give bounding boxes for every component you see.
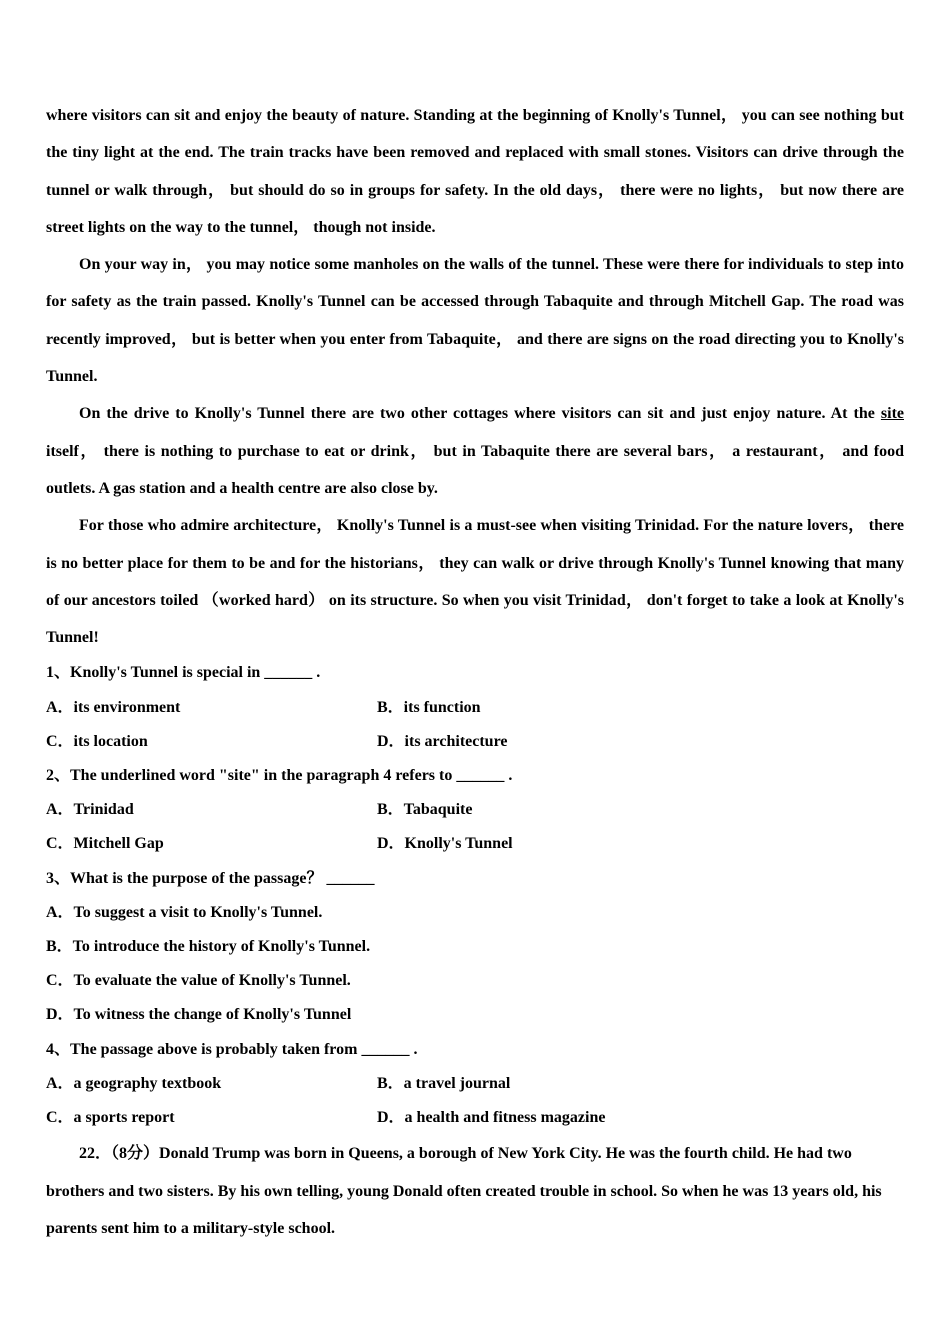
question-1-stem: 1、Knolly's Tunnel is special in ______ . [46, 664, 321, 682]
question-2-options-row-2 [46, 827, 904, 861]
question-2-option-b: B．Tabaquite [377, 801, 473, 819]
question-22-paragraph [46, 1135, 904, 1248]
question-3-option-d: D．To witness the change of Knolly's Tunnel [46, 1006, 352, 1024]
question-4-option-d: D．a health and fitness magazine [377, 1108, 606, 1126]
question-22-number: 22．（8分） [79, 1145, 160, 1163]
question-22-text: Donald Trump was born in Queens, a borough of New York City. He was the fourth child. He had two brothers and two sisters. By his own telling, young Donald often created trouble in school. So when he was 13 years old, his parents sent him to a military-style school. [46, 1145, 882, 1238]
question-4-stem: 4、The passage above is probably taken from ______ . [46, 1040, 418, 1058]
paragraph-3-text-start: On the drive to Knolly's Tunnel there are two other cottages where visitors can sit and just enjoy nature. At the [79, 405, 881, 423]
question-2-option-c: C．Mitchell Gap [46, 835, 164, 853]
question-2-stem: 2、The underlined word "site" in the paragraph 4 refers to ______ . [46, 767, 513, 785]
paragraph-3-text-end: itself， there is nothing to purchase to eat or drink， but in Tabaquite there are several bars， a restaurant， and food outlets. A gas station and a health centre are also close by. [46, 442, 904, 497]
question-4-option-a: A．a geography textbook [46, 1074, 222, 1092]
question-1-options-row-2 [46, 725, 904, 759]
question-4-options-row-2 [46, 1101, 904, 1135]
question-4-options-row-1 [46, 1067, 904, 1101]
question-4-option-c: C．a sports report [46, 1108, 175, 1126]
question-1-option-b: B．its function [377, 698, 481, 716]
question-2-option-d: D．Knolly's Tunnel [377, 835, 513, 853]
question-1-option-d: D．its architecture [377, 732, 508, 750]
passage-paragraph-3 [46, 395, 904, 507]
question-2-option-a: A．Trinidad [46, 801, 134, 819]
question-1-option-a: A．its environment [46, 698, 181, 716]
question-3-option-b: B．To introduce the history of Knolly's Tunnel. [46, 937, 371, 955]
passage-paragraph-1: where visitors can sit and enjoy the beauty of nature. Standing at the beginning of Knolly's Tunnel， you can see nothing but the tiny light at the end. The train tracks have been removed and replaced with small stones. Visitors can drive through the tunnel or walk through， but should do so in groups for safety. In the old days， there were no lights， but now there are street lights on the way to the tunnel， though not inside. [46, 107, 904, 236]
question-1-option-c: C．its location [46, 732, 148, 750]
question-1-options-row-1 [46, 691, 904, 725]
question-3-option-a: A．To suggest a visit to Knolly's Tunnel. [46, 903, 323, 921]
question-4-option-b: B．a travel journal [377, 1074, 511, 1092]
passage-paragraph-4: For those who admire architecture， Knolly's Tunnel is a must-see when visiting Trinidad. For the nature lovers， there is no better place for them to be and for the historians， they can walk or drive through Knolly's Tunnel knowing that many of our ancestors toiled （worked hard） on its structure. So when you visit Trinidad， don't forget to take a look at Knolly's Tunnel! [46, 517, 904, 647]
question-3-option-c: C．To evaluate the value of Knolly's Tunnel. [46, 972, 351, 990]
question-2-options-row-1 [46, 793, 904, 827]
underlined-word-site: site [880, 405, 904, 423]
question-3-stem: 3、What is the purpose of the passage？ ______ [46, 869, 375, 887]
passage-paragraph-2: On your way in， you may notice some manholes on the walls of the tunnel. These were there for individuals to step into for safety as the train passed. Knolly's Tunnel can be accessed through Tabaquite and through Mitchell Gap. The road was recently improved， but is better when you enter from Tabaquite， and there are signs on the road directing you to Knolly's Tunnel. [46, 256, 904, 386]
